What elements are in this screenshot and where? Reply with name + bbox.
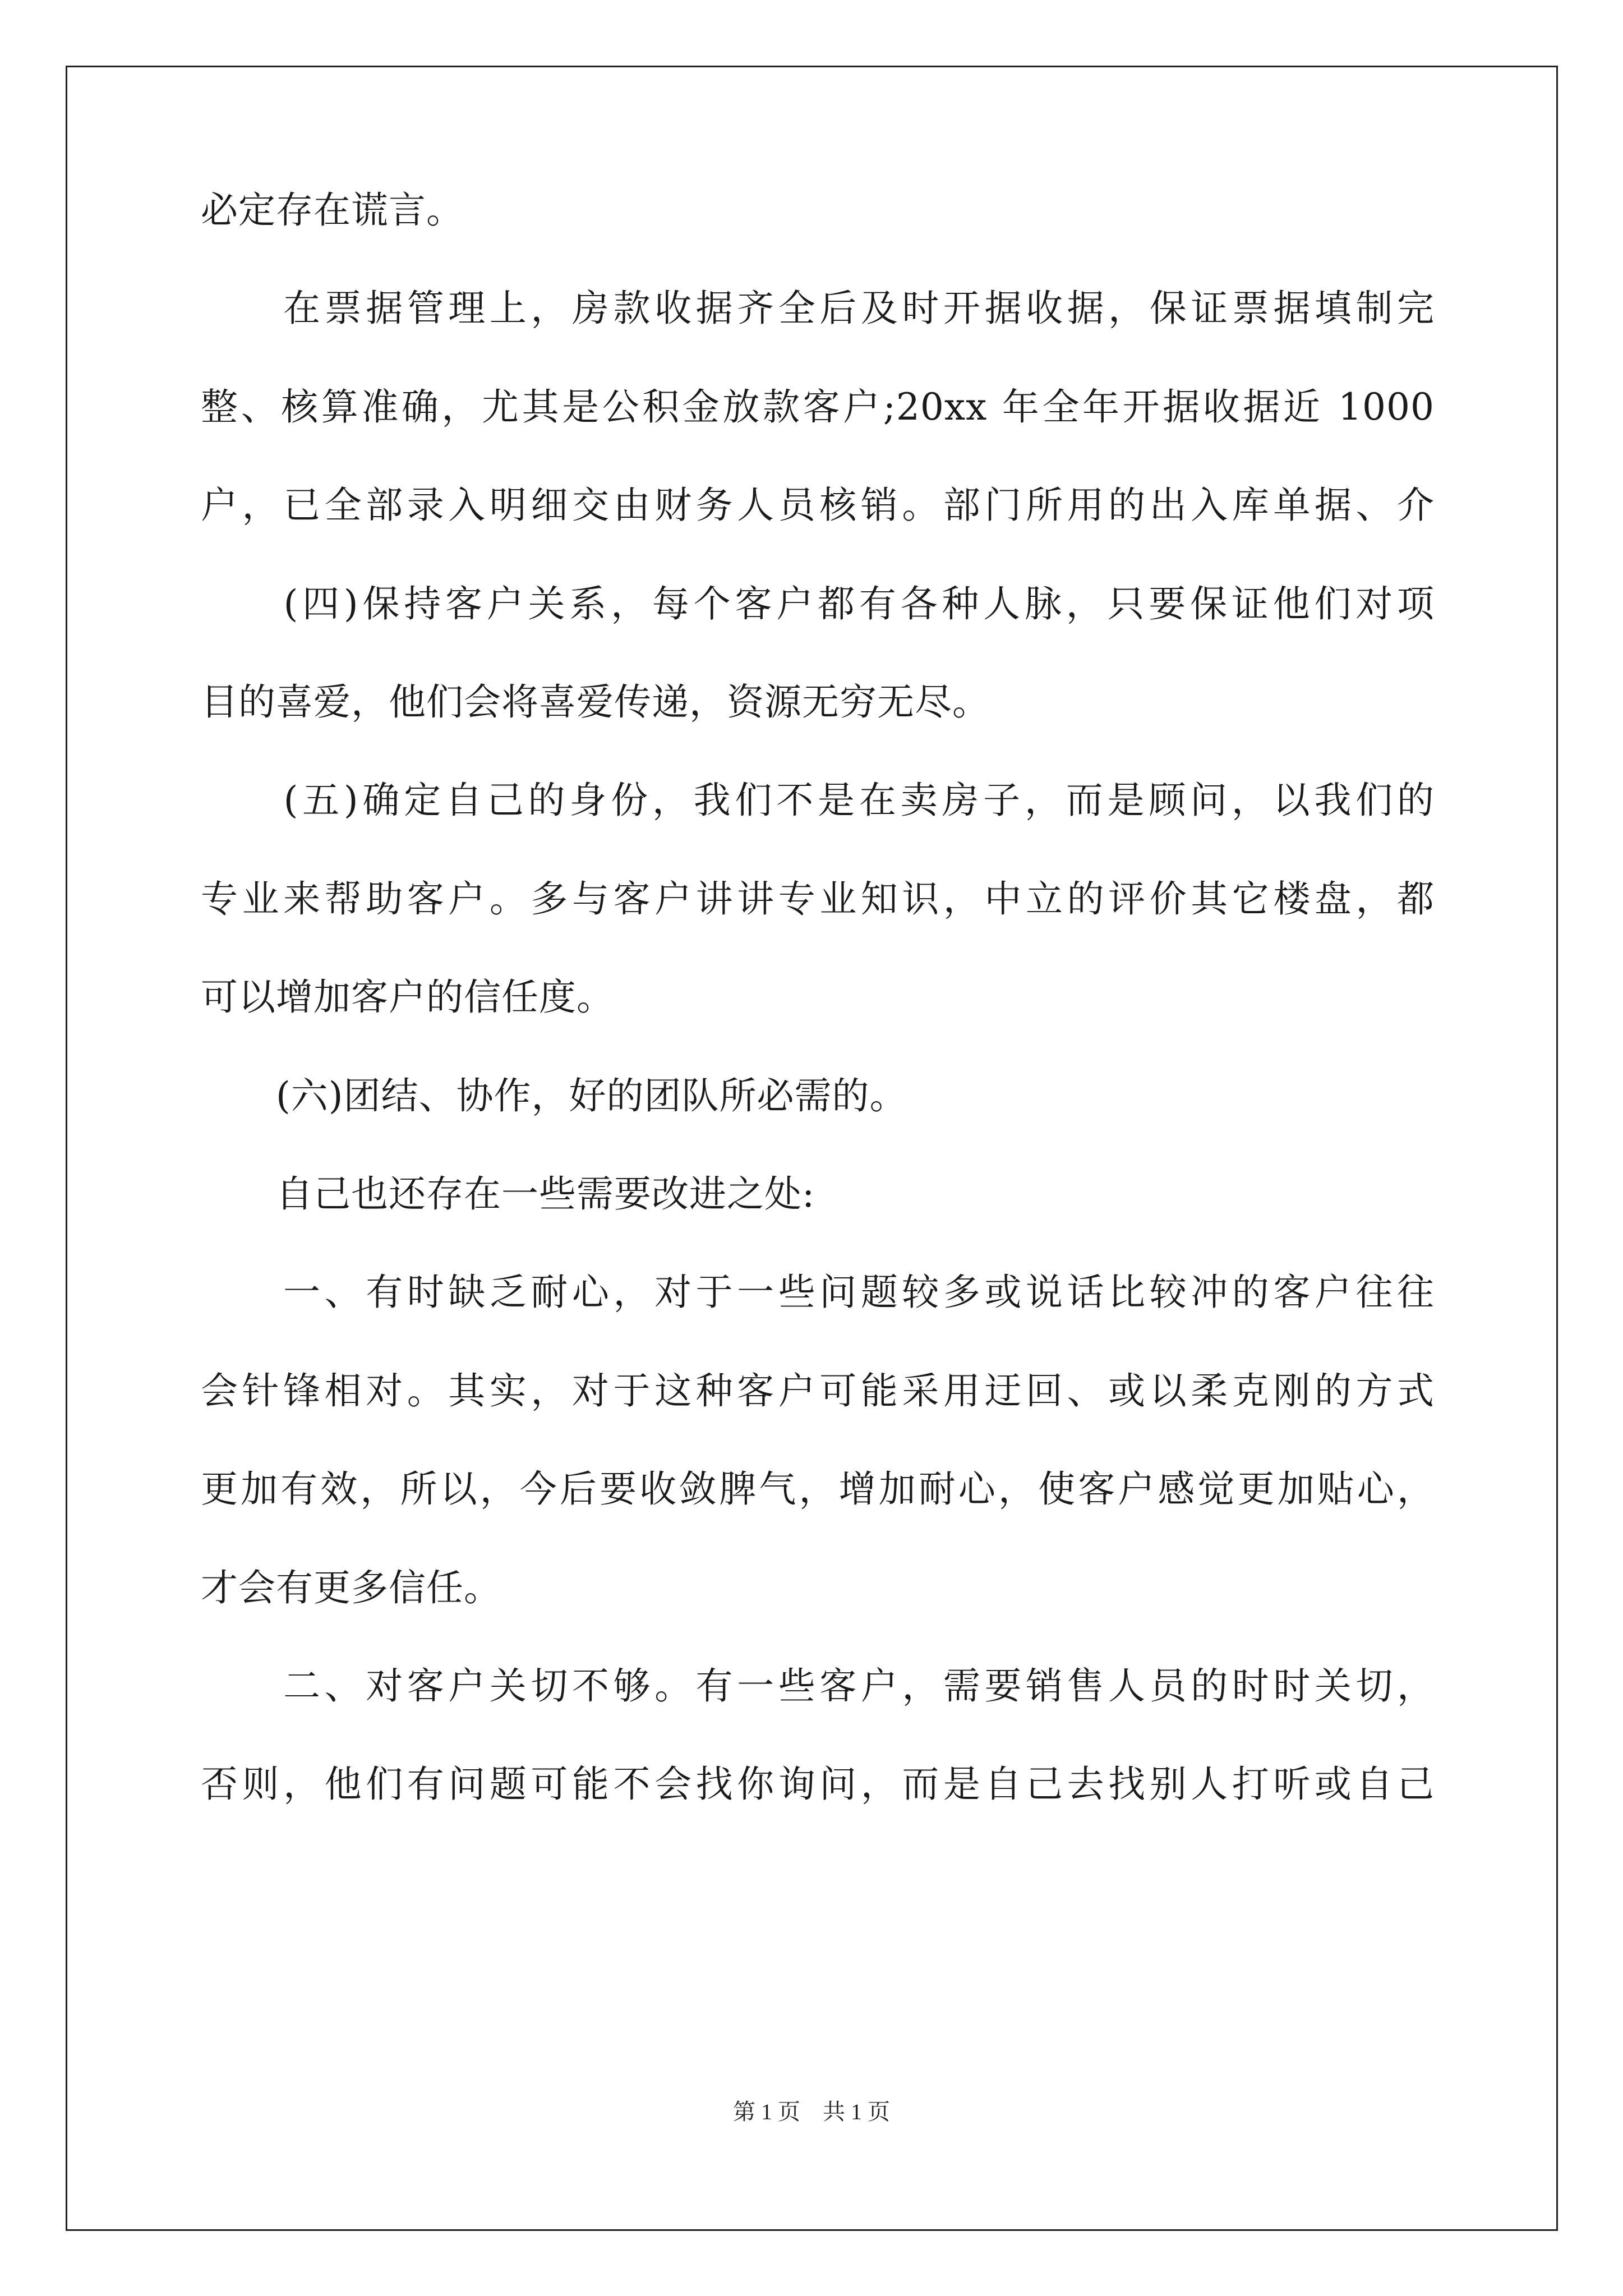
text-line: 必定存在谎言。 — [201, 188, 464, 232]
text-line: (六)团结、协作，好的团队所必需的。 — [201, 1074, 907, 1117]
text-line: 二、对客户关切不够。有一些客户，需要销售人员的时时关切， — [201, 1664, 1435, 1708]
text-line: 可以增加客户的信任度。 — [201, 976, 614, 1019]
text-line: 自己也还存在一些需要改进之处: — [201, 1172, 815, 1216]
text-line: 否则，他们有问题可能不会找你询问，而是自己去找别人打听或自己 — [201, 1763, 1435, 1806]
text-line: (五)确定自己的身份，我们不是在卖房子，而是顾问，以我们的 — [201, 779, 1435, 822]
text-line: 在票据管理上，房款收据齐全后及时开据收据，保证票据填制完 — [201, 287, 1435, 330]
text-line: 目的喜爱，他们会将喜爱传递，资源无穷无尽。 — [201, 680, 990, 724]
text-line: 才会有更多信任。 — [201, 1566, 501, 1609]
text-line: 专业来帮助客户。多与客户讲讲专业知识，中立的评价其它楼盘，都 — [201, 877, 1435, 921]
text-line: 更加有效，所以，今后要收敛脾气，增加耐心，使客户感觉更加贴心， — [201, 1467, 1435, 1511]
text-line: 会针锋相对。其实，对于这种客户可能采用迂回、或以柔克刚的方式 — [201, 1369, 1435, 1412]
text-line: (四)保持客户关系，每个客户都有各种人脉，只要保证他们对项 — [201, 582, 1435, 625]
page-footer: 第 1 页 共 1 页 — [733, 2099, 890, 2124]
text-line: 户，已全部录入明细交由财务人员核销。部门所用的出入库单据、介 — [201, 484, 1435, 527]
text-line: 一、有时缺乏耐心，对于一些问题较多或说话比较冲的客户往往 — [201, 1271, 1435, 1314]
text-line: 整、核算准确，尤其是公积金放款客户;20xx 年全年开据收据近 1000 — [201, 385, 1435, 429]
